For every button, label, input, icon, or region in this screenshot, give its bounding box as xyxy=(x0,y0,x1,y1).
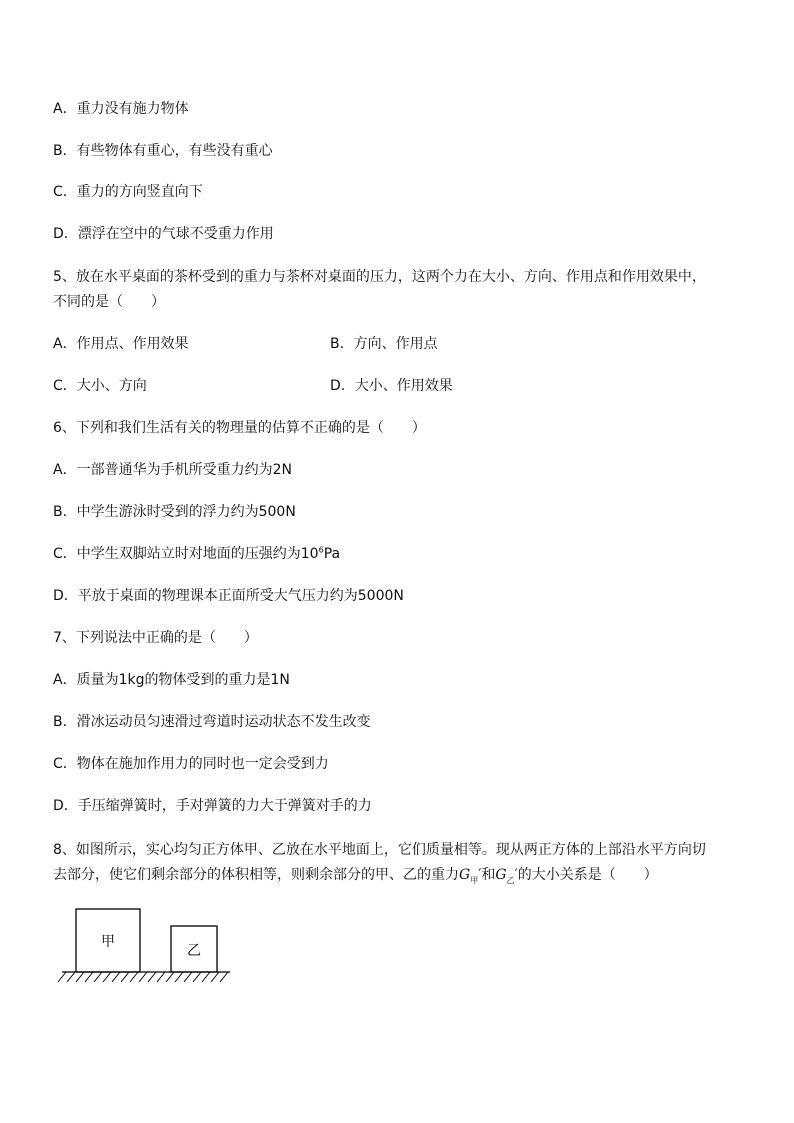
q8-stem-end: 的大小关系是（ ） xyxy=(517,867,658,883)
q5-option-d: D．大小、作用效果 xyxy=(330,378,453,394)
cube-yi-label: 乙 xyxy=(187,943,201,959)
ground-hatching xyxy=(58,972,228,982)
q5-option-b: B．方向、作用点 xyxy=(330,336,438,352)
g-jia-letter: G xyxy=(459,867,471,883)
g-yi-letter: G xyxy=(495,867,507,883)
q5-stem-line1: 5、放在水平桌面的茶杯受到的重力与茶杯对桌面的压力，这两个力在大小、方向、作用点和作用效果中， xyxy=(53,269,706,285)
q6-option-c xyxy=(53,544,340,564)
q4-option-b: B．有些物体有重心，有些没有重心 xyxy=(53,143,273,159)
g-yi-prime: ′ xyxy=(514,867,518,883)
q8-and-text: 和 xyxy=(481,867,496,883)
q6-option-a: A．一部普通华为手机所受重力约为2N xyxy=(53,462,292,478)
q5-option-a: A．作用点、作用效果 xyxy=(53,336,189,352)
q6-stem: 6、下列和我们生活有关的物理量的估算不正确的是（ ） xyxy=(53,420,426,436)
cube-jia-label: 甲 xyxy=(101,934,115,950)
g-jia-prime: ′ xyxy=(478,867,482,883)
q6-option-c-unit: Pa xyxy=(323,546,341,562)
q8-stem-line1: 8、如图所示，实心均匀正方体甲、乙放在水平地面上，它们质量相等。现从两正方体的上部沿水平方向切 xyxy=(53,842,706,858)
q4-option-d: D．漂浮在空中的气球不受重力作用 xyxy=(53,226,274,242)
q4-option-c: C．重力的方向竖直向下 xyxy=(53,184,203,200)
q8-stem-text: 去部分，使它们剩余部分的体积相等，则剩余部分的甲、乙的重力 xyxy=(53,867,459,883)
q6-option-c-exponent: 6 xyxy=(318,545,324,555)
q7-option-a: A．质量为1kg的物体受到的重力是1N xyxy=(53,672,290,688)
g-yi-subscript: 乙 xyxy=(506,875,515,885)
q4-option-a: A．重力没有施力物体 xyxy=(53,101,189,117)
g-jia-subscript: 甲 xyxy=(470,875,479,885)
cubes-figure xyxy=(50,900,240,990)
q7-option-c: C．物体在施加作用力的同时也一定会受到力 xyxy=(53,756,329,772)
q5-stem-line2: 不同的是（ ） xyxy=(53,294,165,310)
q6-option-c-text: C．中学生双脚站立时对地面的压强约为10 xyxy=(53,546,319,562)
q7-stem: 7、下列说法中正确的是（ ） xyxy=(53,630,258,646)
q5-option-c: C．大小、方向 xyxy=(53,378,147,394)
q7-option-b: B．滑冰运动员匀速滑过弯道时运动状态不发生改变 xyxy=(53,714,371,730)
q7-option-d: D．手压缩弹簧时，手对弹簧的力大于弹簧对手的力 xyxy=(53,798,372,814)
q6-option-b: B．中学生游泳时受到的浮力约为500N xyxy=(53,504,296,520)
q8-stem-line2 xyxy=(53,865,658,885)
q6-option-d: D．平放于桌面的物理课本正面所受大气压力约为5000N xyxy=(53,588,404,604)
